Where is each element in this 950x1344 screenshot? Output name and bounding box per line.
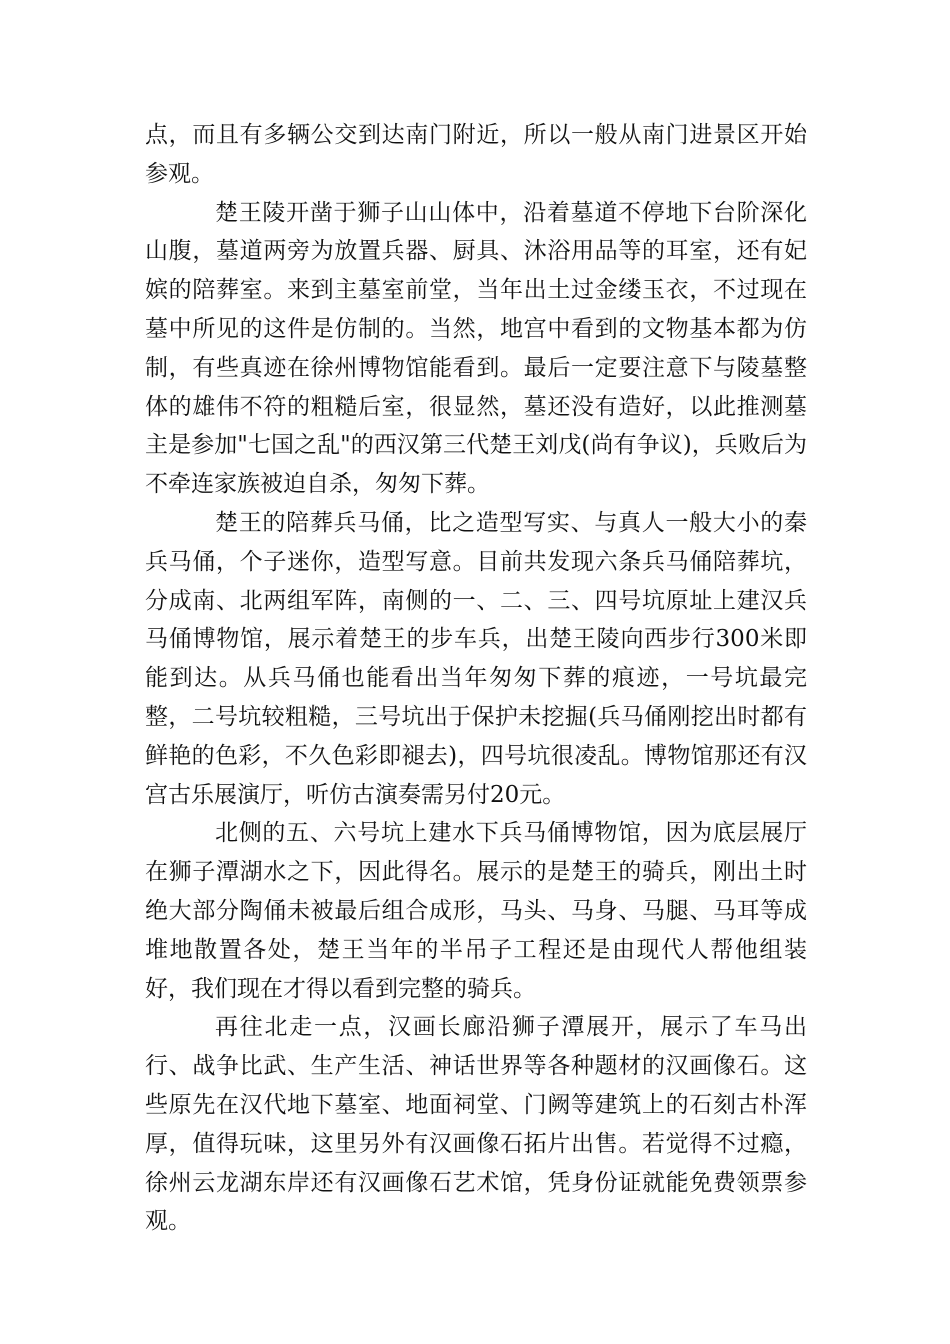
document-body: [145, 116, 807, 1241]
paragraph-continuation: 点，而且有多辆公交到达南门附近，所以一般从南门进景区开始参观。: [145, 122, 807, 187]
paragraph-han-stone-gallery: 再往北走一点，汉画长廊沿狮子潭展开，展示了车马出行、战争比武、生产生活、神话世界等各种题材的汉画像石。这些原先在汉代地下墓室、地面祠堂、门阙等建筑上的石刻古朴浑厚，值得玩味，这里另外有汉画像石拓片出售。若觉得不过瘾，徐州云龙湖东岸还有汉画像石艺术馆，凭身份证就能免费领票参观。: [145, 1014, 807, 1235]
paragraph-underwater-museum: 北侧的五、六号坑上建水下兵马俑博物馆，因为底层展厅在狮子潭湖水之下，因此得名。展示的是楚王的骑兵，刚出土时绝大部分陶俑未被最后组合成形，马头、马身、马腿、马耳等成堆地散置各处，楚王当年的半吊子工程还是由现代人帮他组装好，我们现在才得以看到完整的骑兵。: [145, 820, 807, 1002]
paragraph-terracotta-army: 楚王的陪葬兵马俑，比之造型写实、与真人一般大小的秦兵马俑，个子迷你，造型写意。目前共发现六条兵马俑陪葬坑，分成南、北两组军阵，南侧的一、二、三、四号坑原址上建汉兵马俑博物馆，展示着楚王的步车兵，出楚王陵向西步行300米即能到达。从兵马俑也能看出当年匆匆下葬的痕迹，一号坑最完整，二号坑较粗糙，三号坑出于保护未挖掘(兵马俑刚挖出时都有鲜艳的色彩，不久色彩即褪去)，四号坑很凌乱。博物馆那还有汉宫古乐展演厅，听仿古演奏需另付20元。: [145, 509, 807, 808]
paragraph-tomb: 楚王陵开凿于狮子山山体中，沿着墓道不停地下台阶深化山腹，墓道两旁为放置兵器、厨具、沐浴用品等的耳室，还有妃嫔的陪葬室。来到主墓室前堂，当年出土过金缕玉衣，不过现在墓中所见的这件是仿制的。当然，地宫中看到的文物基本都为仿制，有些真迹在徐州博物馆能看到。最后一定要注意下与陵墓整体的雄伟不符的粗糙后室，很显然，墓还没有造好，以此推测墓主是参加"七国之乱"的西汉第三代楚王刘戊(尚有争议)，兵败后为不牵连家族被迫自杀，匆匆下葬。: [145, 199, 807, 498]
